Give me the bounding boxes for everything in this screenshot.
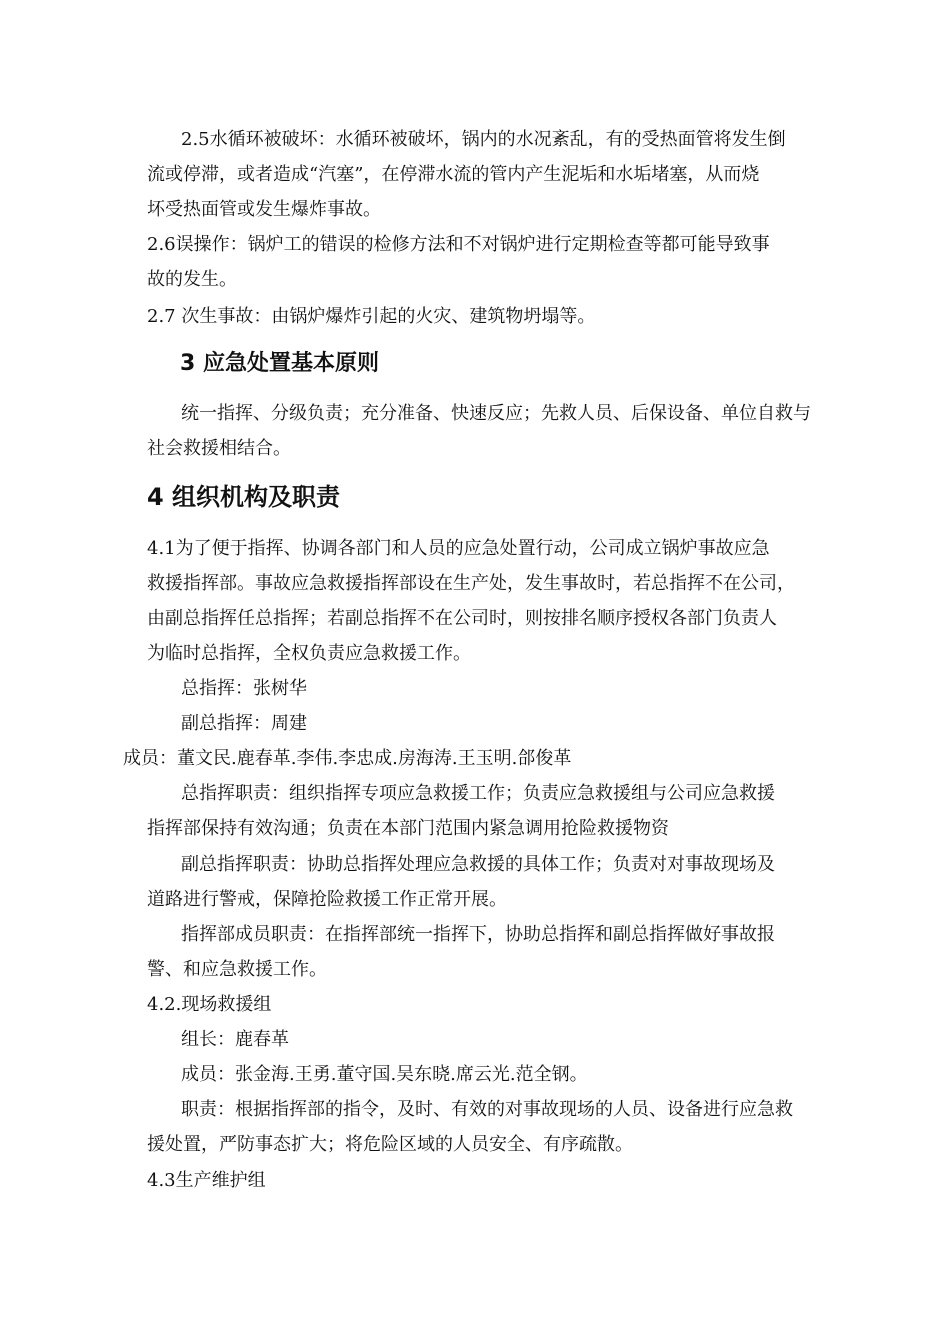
commander-line: 总指挥：张树华 <box>181 678 307 699</box>
rescue-duty-line1: 职责：根据指挥部的指令，及时、有效的对事故现场的人员、设备进行应急救 <box>181 1099 793 1120</box>
para-2-5-line2: 流或停滞，或者造成“汽塞”，在停滞水流的管内产生泥垢和水垢堵塞，从而烧 <box>147 164 760 185</box>
deputy-duty-line2: 道路进行警戒，保障抢险救援工作正常开展。 <box>147 889 507 910</box>
para-2-6-line2: 故的发生。 <box>147 269 237 290</box>
section-3-heading: 3 应急处置基本原则 <box>180 351 379 376</box>
para-4-3-title: 4.3生产维护组 <box>147 1170 266 1191</box>
rescue-members-line: 成员：张金海.王勇.董守国.吴东晓.席云光.范全钢。 <box>181 1064 588 1085</box>
members-line: 成员：董文民.鹿春革.李伟.李忠成.房海涛.王玉明.郃俊革 <box>123 748 572 769</box>
rescue-duty-line2: 援处置，严防事态扩大；将危险区域的人员安全、有序疏散。 <box>147 1134 633 1155</box>
para-4-1-line3: 由副总指挥任总指挥；若副总指挥不在公司时，则按排名顺序授权各部门负责人 <box>147 608 777 629</box>
para-2-6-line1: 2.6误操作：锅炉工的错误的检修方法和不对锅炉进行定期检查等都可能导致事 <box>147 234 770 255</box>
member-duty-line1: 指挥部成员职责：在指挥部统一指挥下，协助总指挥和副总指挥做好事故报 <box>181 924 775 945</box>
commander-duty-line2: 指挥部保持有效沟通；负责在本部门范围内紧急调用抢险救援物资 <box>147 818 669 839</box>
commander-duty-line1: 总指挥职责：组织指挥专项应急救援工作；负责应急救援组与公司应急救援 <box>181 783 775 804</box>
rescue-leader-line: 组长：鹿春革 <box>181 1029 289 1050</box>
member-duty-line2: 警、和应急救援工作。 <box>147 959 327 980</box>
para-4-2-title: 4.2.现场救援组 <box>147 994 272 1015</box>
para-4-1-line1: 4.1为了便于指挥、协调各部门和人员的应急处置行动，公司成立锅炉事故应急 <box>147 538 770 559</box>
para-2-5-line3: 坏受热面管或发生爆炸事故。 <box>147 199 381 220</box>
deputy-line: 副总指挥：周建 <box>181 713 307 734</box>
para-2-5-line1: 2.5水循环被破坏：水循环被破坏，锅内的水况紊乱，有的受热面管将发生倒 <box>181 129 786 150</box>
section-4-heading: 4 组织机构及职责 <box>147 483 341 511</box>
para-4-1-line4: 为临时总指挥，全权负责应急救援工作。 <box>147 643 471 664</box>
deputy-duty-line1: 副总指挥职责：协助总指挥处理应急救援的具体工作；负责对对事故现场及 <box>181 854 775 875</box>
para-4-1-line2: 救援指挥部。事故应急救援指挥部设在生产处，发生事故时，若总指挥不在公司， <box>147 573 795 594</box>
section-3-line1: 统一指挥、分级负责；充分准备、快速反应；先救人员、后保设备、单位自救与 <box>181 403 811 424</box>
para-2-7: 2.7 次生事故：由锅炉爆炸引起的火灾、建筑物坍塌等。 <box>147 306 596 327</box>
section-3-line2: 社会救援相结合。 <box>147 438 291 459</box>
